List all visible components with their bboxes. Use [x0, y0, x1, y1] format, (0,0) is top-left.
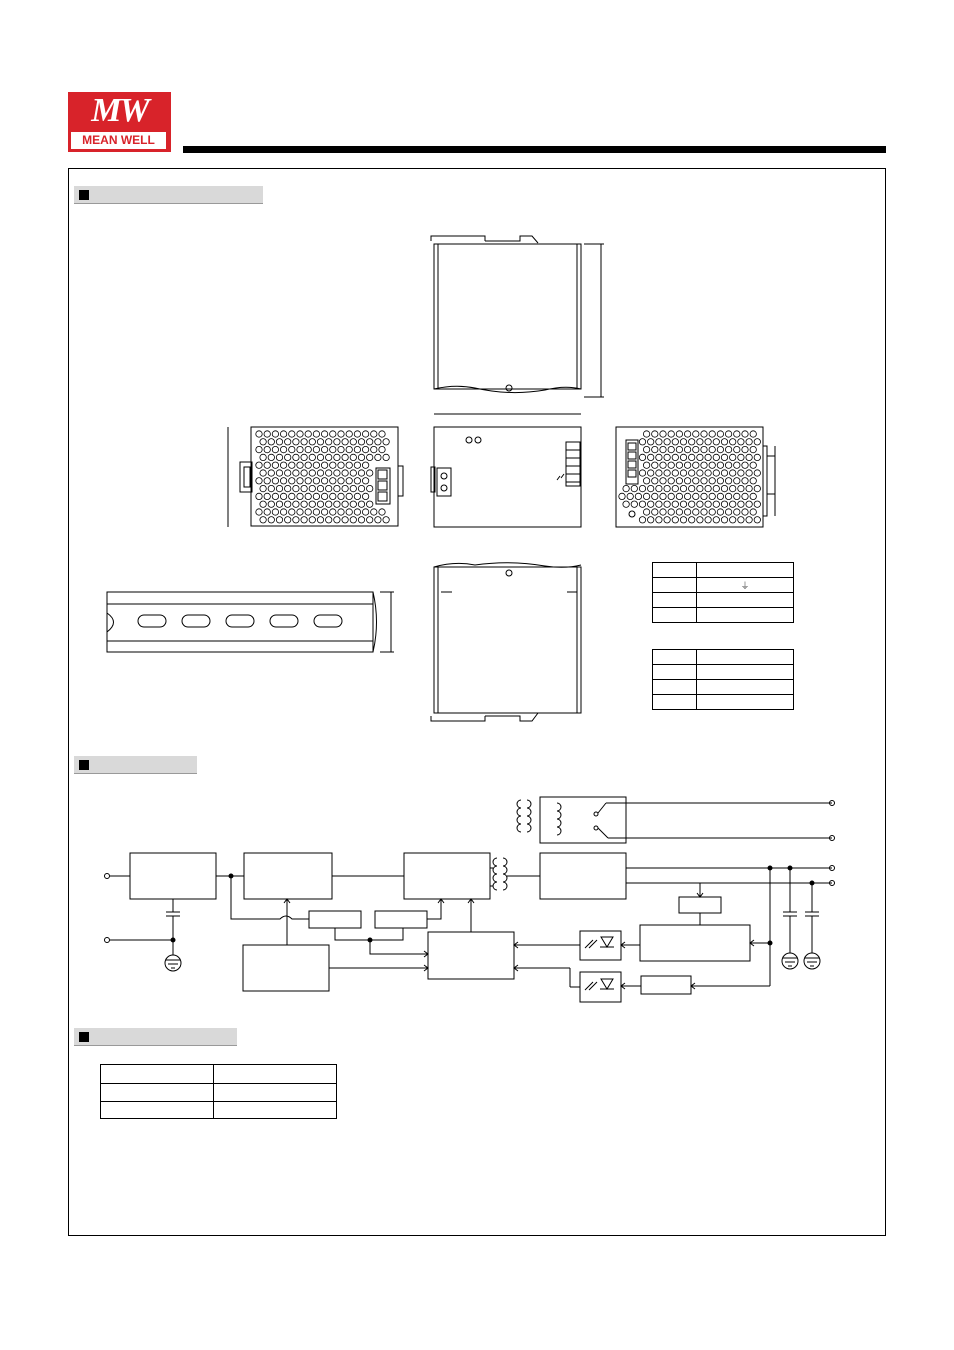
transformer-secondary: [503, 858, 507, 890]
block-rectifier-pfc: [244, 853, 332, 899]
block-pwm-control: [428, 932, 514, 979]
block-power-switching: [404, 853, 490, 899]
block-emi-filter: [130, 853, 216, 899]
block-pwm-control-aux: [375, 911, 427, 928]
ground-icon: ⏚: [740, 580, 750, 591]
block-auxiliary-power: [243, 945, 329, 991]
ground-symbol: [165, 955, 181, 971]
input-terminal-fg: [105, 938, 110, 943]
block-ovp-detection: [640, 925, 750, 961]
block-detection: [679, 897, 721, 913]
optocoupler-2: [580, 972, 621, 1002]
optocoupler-1: [580, 931, 621, 960]
block-current-detect: [641, 976, 691, 994]
block-dc-ok-relay: [540, 797, 626, 843]
logo-brand-text: MEAN WELL: [71, 132, 166, 149]
logo-mark: MW: [91, 92, 148, 129]
spec-table: [100, 1064, 337, 1119]
block-pfc-control: [309, 911, 361, 928]
transformer-primary: [493, 858, 497, 890]
block-rectifier-filter: [540, 853, 626, 899]
input-terminal-l: [105, 874, 110, 879]
